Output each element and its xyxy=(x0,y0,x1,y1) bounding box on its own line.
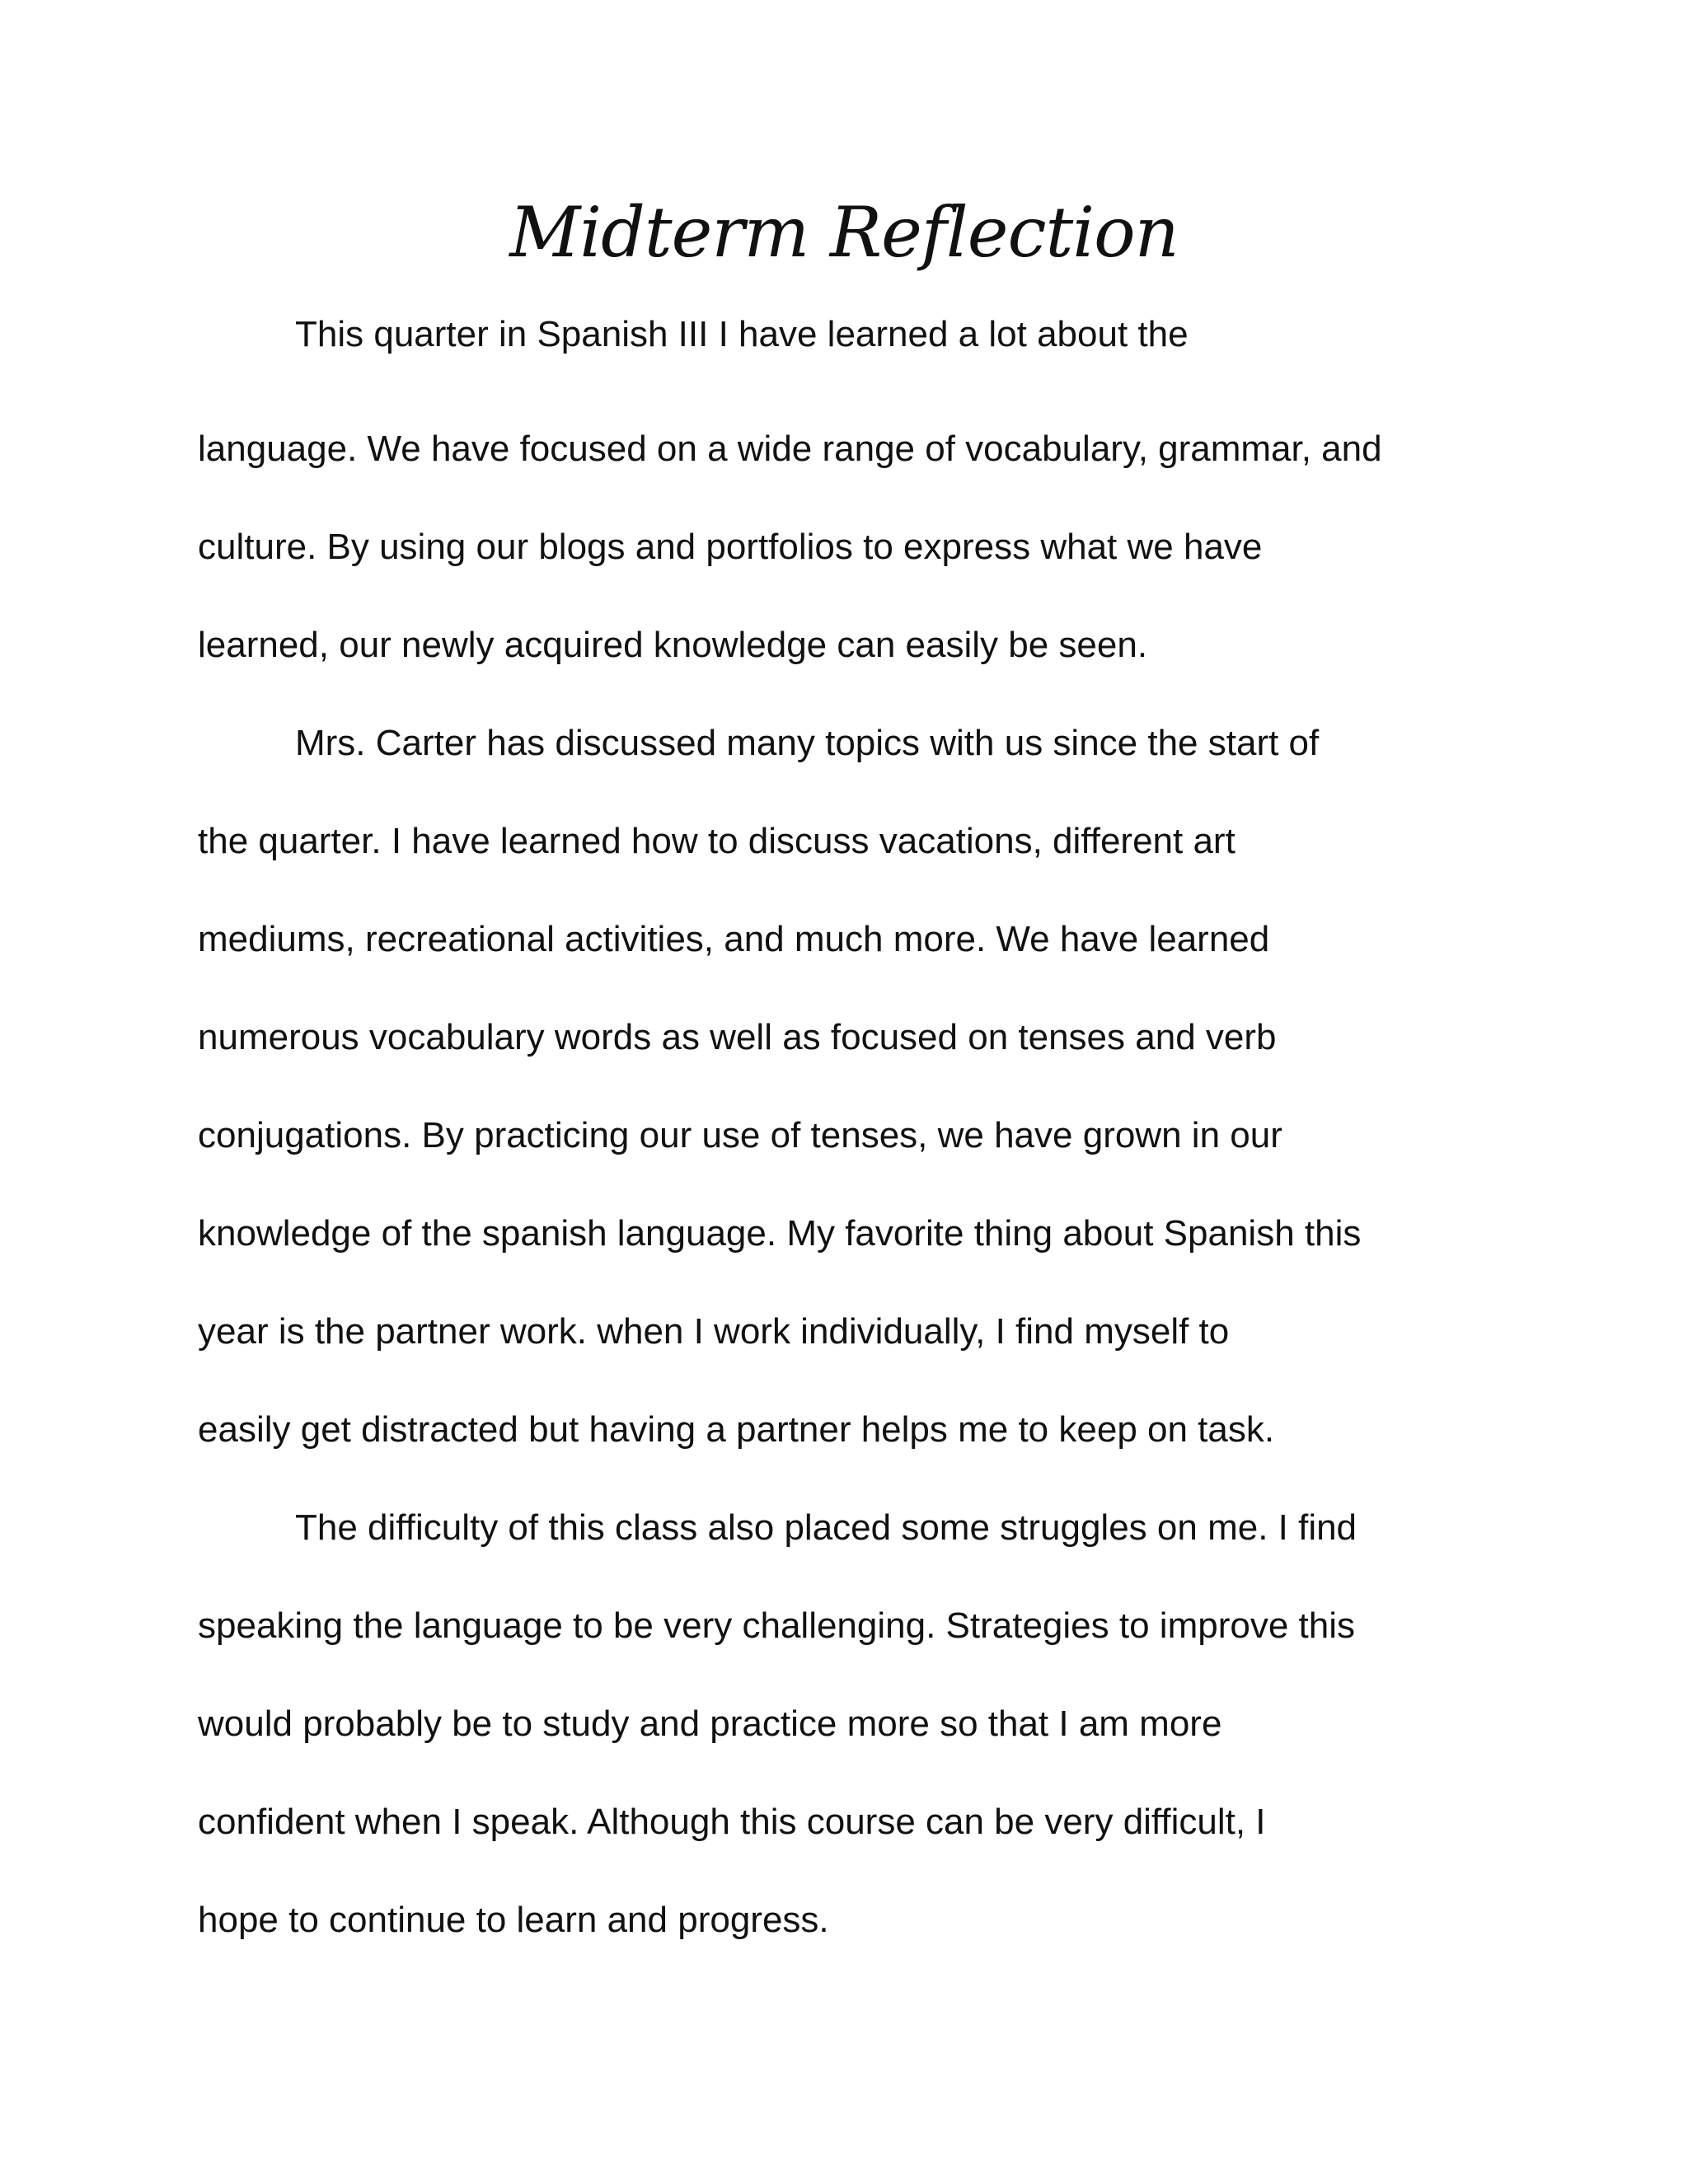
paragraph-2-line-4: numerous vocabulary words as well as focused on tenses and verb xyxy=(198,1017,1277,1057)
paragraph-1-line-1: This quarter in Spanish III I have learned a lot about the xyxy=(295,314,1189,354)
paragraph-1-line-3: culture. By using our blogs and portfolios to express what we have xyxy=(198,527,1263,567)
paragraph-2-line-1: Mrs. Carter has discussed many topics with us since the start of xyxy=(295,723,1320,763)
paragraph-2-line-2: the quarter. I have learned how to discuss vacations, different art xyxy=(198,821,1236,861)
paragraph-2-line-3: mediums, recreational activities, and much more. We have learned xyxy=(198,919,1270,959)
paragraph-2-line-6: knowledge of the spanish language. My favorite thing about Spanish this xyxy=(198,1213,1362,1254)
paragraph-2-line-8: easily get distracted but having a partner helps me to keep on task. xyxy=(198,1409,1275,1450)
paragraph-2-line-5: conjugations. By practicing our use of tenses, we have grown in our xyxy=(198,1115,1282,1155)
paragraph-3-line-3: would probably be to study and practice more so that I am more xyxy=(198,1704,1222,1744)
paragraph-3-line-5: hope to continue to learn and progress. xyxy=(198,1900,829,1940)
paragraph-1-line-4: learned, our newly acquired knowledge can easily be seen. xyxy=(198,625,1148,665)
page-title: Midterm Reflection xyxy=(509,192,1179,273)
paragraph-3-line-2: speaking the language to be very challenging. Strategies to improve this xyxy=(198,1605,1355,1646)
paragraph-2-line-7: year is the partner work. when I work individually, I find myself to xyxy=(198,1311,1230,1352)
paragraph-3-line-1: The difficulty of this class also placed some struggles on me. I find xyxy=(295,1507,1357,1548)
paragraph-1-line-2: language. We have focused on a wide range of vocabulary, grammar, and xyxy=(198,429,1382,469)
paragraph-3-line-4: confident when I speak. Although this course can be very difficult, I xyxy=(198,1802,1266,1842)
